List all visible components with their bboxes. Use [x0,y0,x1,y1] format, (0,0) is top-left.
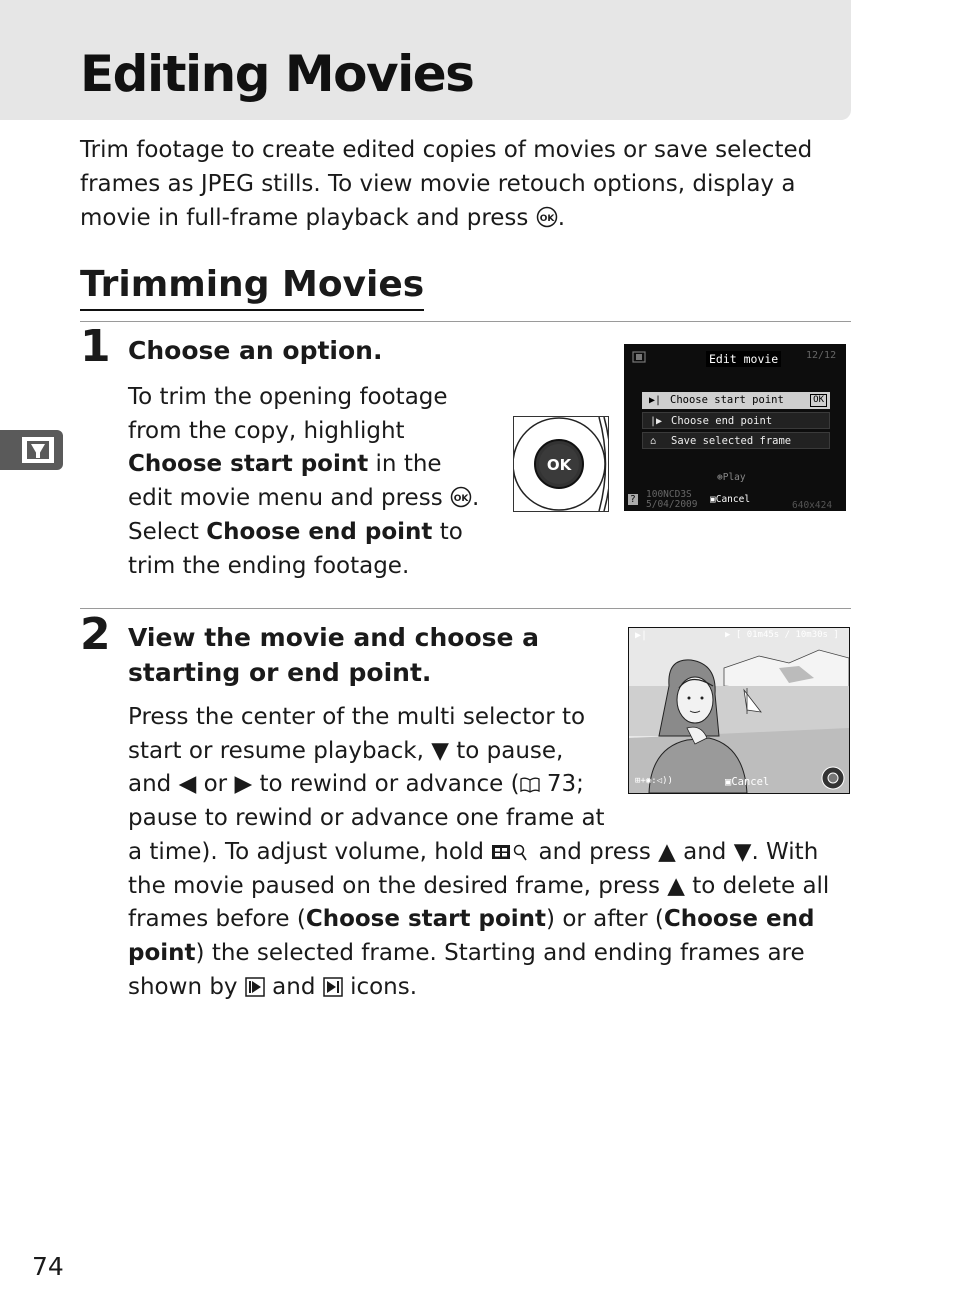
book-reference-icon [520,777,540,793]
down-arrow-icon: ▼ [733,838,752,865]
left-arrow-icon: ◀ [178,771,197,798]
page-title: Editing Movies [80,45,474,103]
up-arrow-icon: ▲ [667,872,685,899]
side-tab [0,430,63,470]
volume-control-icon: ⊞+◉:◁)) [635,776,673,786]
step-divider [80,608,851,609]
ok-button-icon [536,206,558,228]
playback-button-icon: ▣ [710,494,716,505]
start-frame-icon: ▶| [635,630,648,641]
menu-item-save-selected-frame[interactable]: ⌂ Save selected frame [642,432,830,449]
ok-button-illustration [513,416,609,512]
svg-text:OK: OK [453,494,469,505]
ok-button-label: OK [546,456,572,474]
edit-movie-screen [624,344,846,511]
timecode: ▶ [ 01m45s / 10m30s ] [725,630,839,640]
movie-frame-icon [632,351,646,363]
down-arrow-icon: ▼ [431,737,449,764]
ok-button-icon: ⊛ [717,472,723,483]
step-1-number: 1 [80,321,111,372]
menu-item-choose-start-point[interactable]: ▶| Choose start point OK [642,392,830,409]
lcd-image-size: 640x424 [792,500,833,511]
playback-button-icon: ▣ [725,776,732,788]
wrap-spacer [612,701,850,833]
multi-selector-icon [514,417,608,511]
thumbnail-zoom-icon [491,842,531,862]
movie-mode-icon [20,435,56,465]
step-1-text: To trim the opening footage from the copy, highlight Choose start point in the edit movie menu and press OK . Select Choose end point to trim the ending footage. [128,384,480,579]
svg-text:OK: OK [539,214,555,224]
intro-paragraph: Trim footage to create edited copies of movies or save selected frames as JPEG stills. To view movie retouch options, display a movie in full-frame playback and press OK . [80,137,813,231]
section-title: Trimming Movies [80,261,424,311]
menu-item-choose-end-point[interactable]: |▶ Choose end point [642,412,830,429]
lcd-file-info: 100NCD3S 5/04/2009 [646,489,698,510]
step-1-heading: Choose an option. [128,336,383,365]
page-number: 74 [32,1252,64,1281]
right-arrow-icon: ▶ [234,771,253,798]
section-divider [80,321,851,322]
end-frame-icon: |▶ [650,416,663,427]
ok-badge: OK [810,394,827,407]
step-2-text-top: Press the center of the multi selector to start or resume playback, ▼ to pause, and ◀ or ▶ to rewind or advance ( 73; pause to rewind or advance one frame at a time). To adjust volume, hold and press ▲ and ▼. With the movie paused on the desired frame, press ▲ to delete all frames before (Choose start point) or after (Choose end point) the selected frame. Starting and ending frames are shown by and icons. [128,701,850,1004]
start-frame-icon: ▶| [649,395,662,406]
lcd-play-hint: ⊛Play [717,472,746,483]
up-arrow-icon: ▲ [658,838,676,865]
end-frame-icon [323,977,343,997]
save-frame-icon: ⌂ [650,436,657,447]
lcd-cancel: ▣Cancel [710,494,751,505]
movie-cancel: ▣Cancel [725,776,770,788]
step-2-number: 2 [80,609,111,660]
ok-button-icon [450,486,472,508]
step-2-heading: View the movie and choose a starting or end point. [128,623,540,687]
lcd-title: Edit movie [706,351,781,367]
lcd-frame-counter: 12/12 [806,350,837,361]
help-icon: ? [630,494,636,505]
start-frame-icon [245,977,265,997]
